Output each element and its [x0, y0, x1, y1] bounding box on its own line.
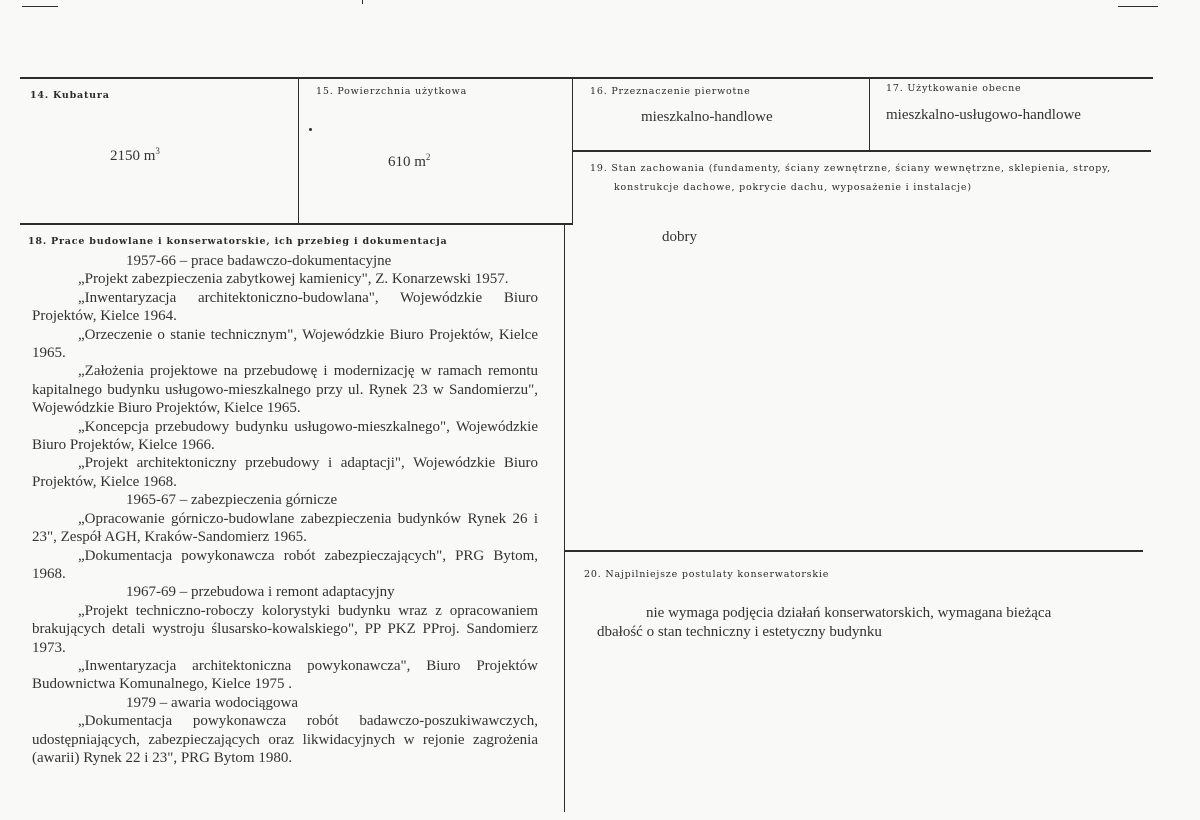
field-14-label: 14. Kubatura — [30, 90, 110, 101]
document-entry: „Orzeczenie o stanie technicznym", Wojewódzkie Biuro Projektów, Kielce 1965. — [32, 326, 538, 362]
field-16-value: mieszkalno-handlowe — [641, 109, 773, 125]
period-heading: 1967-69 – przebudowa i remont adaptacyjny — [126, 584, 395, 601]
document-entry: „Inwentaryzacja architektoniczno-budowlana", Wojewódzkie Biuro Projektów, Kielce 1964. — [32, 289, 538, 325]
field-20-value-line1: nie wymaga podjęcia działań konserwatorskich, wymagana bieżąca — [646, 605, 1052, 621]
divider-v-16-17 — [869, 78, 870, 151]
field-14-value — [110, 146, 160, 165]
field-17-label: 17. Użytkowanie obecne — [886, 83, 1022, 94]
period-heading: 1979 – awaria wodociągowa — [126, 694, 299, 711]
divider-v-lower — [564, 224, 565, 812]
rule-16-17-bottom — [573, 150, 1151, 152]
field-19-value: dobry — [662, 229, 697, 245]
field-20-label: 20. Najpilniejsze postulaty konserwatorskie — [584, 569, 830, 580]
document-entry: „Dokumentacja powykonawcza robót badawczo-poszukiwawczych, udostępniających, zabezpieczających oraz likwidacyjnych w rejonie zagrożenia (awarii) Rynek 22 i 23", PRG Bytom 1980. — [32, 713, 538, 766]
field-15-label: 15. Powierzchnia użytkowa — [316, 86, 468, 97]
field-18-content — [32, 252, 538, 767]
document-entry: „Koncepcja przebudowy budynku usługowo-mieszkalnego", Wojewódzkie Biuro Projektów, Kielce 1966. — [32, 418, 538, 454]
divider-v-14-15 — [298, 78, 299, 224]
field-15-number: 610 m — [388, 154, 426, 170]
top-rule — [20, 77, 1153, 79]
scan-mark-left — [22, 6, 58, 7]
scan-mark-right — [1118, 6, 1158, 7]
document-entry: „Dokumentacja powykonawcza robót zabezpieczających", PRG Bytom, 1968. — [32, 547, 538, 582]
document-entry: „Inwentaryzacja architektoniczna powykonawcza", Biuro Projektów Budownictwa Komunalnego, Kielce 1975 . — [32, 657, 538, 693]
document-entry: „Projekt zabezpieczenia zabytkowej kamienicy", Z. Konarzewski 1957. — [78, 271, 509, 288]
scan-speck — [309, 128, 312, 131]
document-entry: „Projekt architektoniczny przebudowy i adaptacji", Wojewódzkie Biuro Projektów, Kielce 1968. — [32, 455, 538, 490]
field-17-value: mieszkalno-usługowo-handlowe — [886, 107, 1081, 123]
field-20-value-line2: dbałość o stan techniczny i estetyczny budynku — [597, 624, 882, 640]
scan-mark-top — [362, 0, 363, 4]
field-15-unit-exponent: 2 — [425, 152, 431, 162]
period-heading: 1957-66 – prace badawczo-dokumentacyjne — [126, 253, 392, 269]
period-heading: 1965-67 – zabezpieczenia górnicze — [126, 492, 338, 509]
rule-14-15-bottom — [20, 223, 573, 225]
rule-19-20 — [565, 550, 1143, 552]
field-16-label: 16. Przeznaczenie pierwotne — [590, 86, 751, 97]
field-19-label-line1: 19. Stan zachowania (fundamenty, ściany zewnętrzne, ściany wewnętrzne, sklepienia, stropy, — [590, 163, 1111, 174]
field-19-label-line2: konstrukcje dachowe, pokrycie dachu, wyposażenie i instalacje) — [614, 182, 972, 193]
field-18-label: 18. Prace budowlane i konserwatorskie, ich przebieg i dokumentacja — [28, 236, 448, 247]
field-14-number: 2150 m — [110, 148, 156, 164]
field-14-unit-exponent: 3 — [155, 146, 160, 156]
field-15-value — [388, 152, 430, 171]
document-entry: „Projekt techniczno-roboczy kolorystyki budynku wraz z opracowaniem brakujących detali wystroju ślusarsko-kowalskiego", PP PKZ PProj. Sandomierz 1973. — [32, 602, 538, 656]
document-entry: „Opracowanie górniczo-budowlane zabezpieczenia budynków Rynek 26 i 23", Zespół AGH, Kraków-Sandomierz 1965. — [32, 510, 538, 546]
document-entry: „Założenia projektowe na przebudowę i modernizację w ramach remontu kapitalnego budynku usługowo-mieszkalnego przy ul. Rynek 23 w Sandomierzu", Wojewódzkie Biuro Projektów, Kielce 1965. — [32, 363, 538, 417]
